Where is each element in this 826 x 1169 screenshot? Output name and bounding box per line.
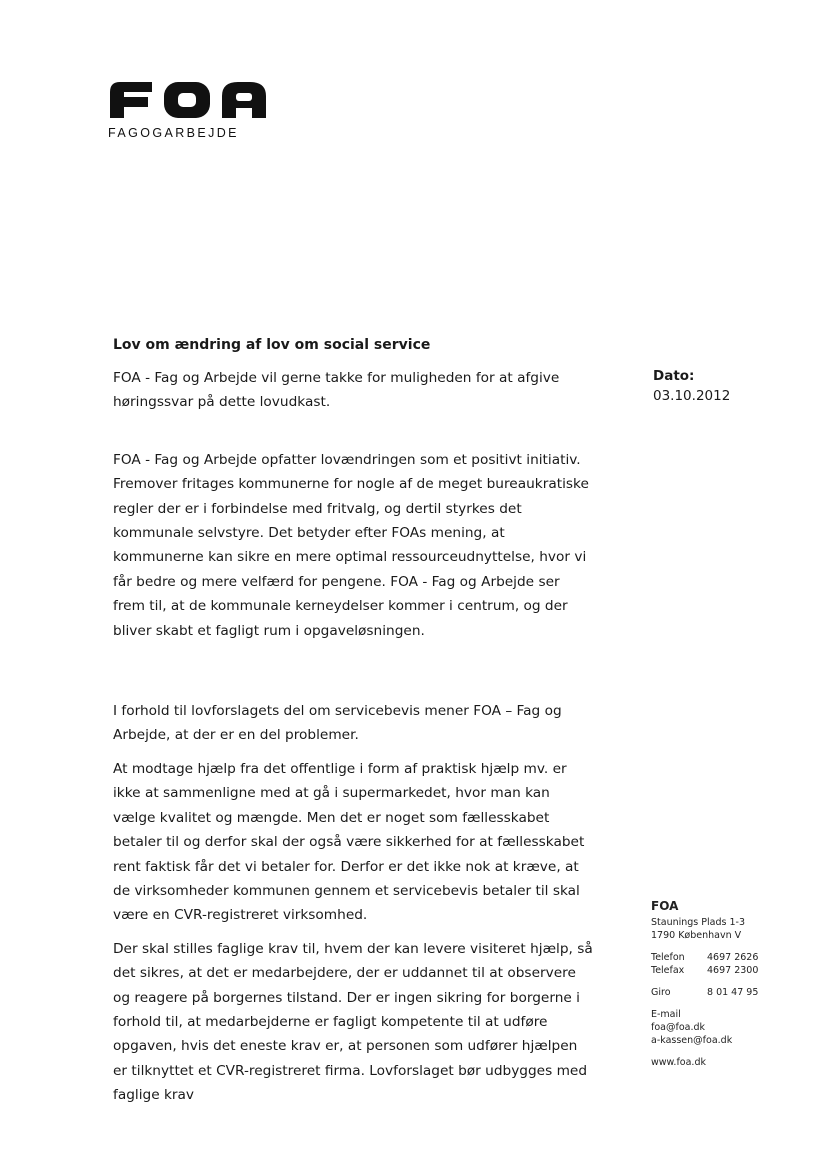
fax-row: [651, 964, 801, 977]
paragraph: FOA - Fag og Arbejde opfatter lovændringen som et positivt initiativ. Fremover fritages kommunerne for nogle af de meget bureaukratiske regler der er i forbindelse med fritvalg, og dertil styrkes det kommunale selvstyre. Det betyder efter FOAs mening, at kommunerne kan sikre en mere optimal ressourceudnyttelse, hvor vi får bedre og mere velfærd for pengene. FOA - Fag og Arbejde ser frem til, at de kommunale kerneydelser kommer i centrum, og der bliver skabt et fagligt rum i opgaveløsningen.: [113, 451, 589, 639]
letter-body: [113, 366, 593, 1108]
giro-row: [651, 986, 801, 999]
letter-title: Lov om ændring af lov om social service: [113, 337, 431, 353]
contact-street: Staunings Plads 1-3: [651, 917, 745, 928]
logo-tagline: FAGOGARBEJDE: [108, 126, 239, 140]
giro-label: Giro: [651, 987, 671, 998]
email-link-1[interactable]: foa@foa.dk: [651, 1022, 706, 1033]
paragraph: FOA - Fag og Arbejde vil gerne takke for muligheden for at afgive høringssvar på dette lovudkast.: [113, 370, 560, 411]
phone-row: [651, 951, 801, 964]
date-value: 03.10.2012: [653, 388, 731, 404]
email-link-2[interactable]: a-kassen@foa.dk: [651, 1035, 733, 1046]
date-block: [653, 366, 730, 406]
contact-city: 1790 København V: [651, 930, 742, 941]
paragraph: At modtage hjælp fra det offentlige i form af praktisk hjælp mv. er ikke at sammenligne med at gå i supermarkedet, hvor man kan vælge kvalitet og mængde. Men det er noget som fællesskabet betaler til og derfor skal der også være sikkerhed for at fællesskabet rent faktisk får det vi betaler for. Derfor er det ikke nok at kræve, at de virksomheder kommunen gennem et servicebevis betaler til skal være en CVR-registreret virksomhed.: [113, 760, 585, 924]
fax-label: Telefax: [651, 965, 685, 976]
email-label: E-mail: [651, 1009, 681, 1020]
contact-org: FOA: [651, 899, 679, 913]
phone-value: 4697 2626: [707, 952, 759, 963]
fax-value: 4697 2300: [707, 965, 759, 976]
foa-logo: [108, 80, 278, 140]
phone-label: Telefon: [651, 952, 685, 963]
date-label: Dato:: [653, 368, 695, 384]
giro-value: 8 01 47 95: [707, 987, 759, 998]
foa-logo-mark: [108, 80, 268, 120]
web-link[interactable]: www.foa.dk: [651, 1057, 706, 1068]
paragraph: I forhold til lovforslagets del om servicebevis mener FOA – Fag og Arbejde, at der er en del problemer.: [113, 703, 562, 744]
contact-block: [651, 900, 801, 1069]
paragraph: Der skal stilles faglige krav til, hvem der kan levere visiteret hjælp, så det sikres, at det er medarbejdere, der er uddannet til at observere og reagere på borgernes tilstand. Der er ingen sikring for borgerne i forhold til, at medarbejderne er fagligt kompetente til at udføre opgaven, hvis det eneste krav er, at personen som udfører hjælpen er tilknyttet et CVR-registreret firma. Lovforslaget bør udbygges med faglige krav: [113, 940, 593, 1104]
